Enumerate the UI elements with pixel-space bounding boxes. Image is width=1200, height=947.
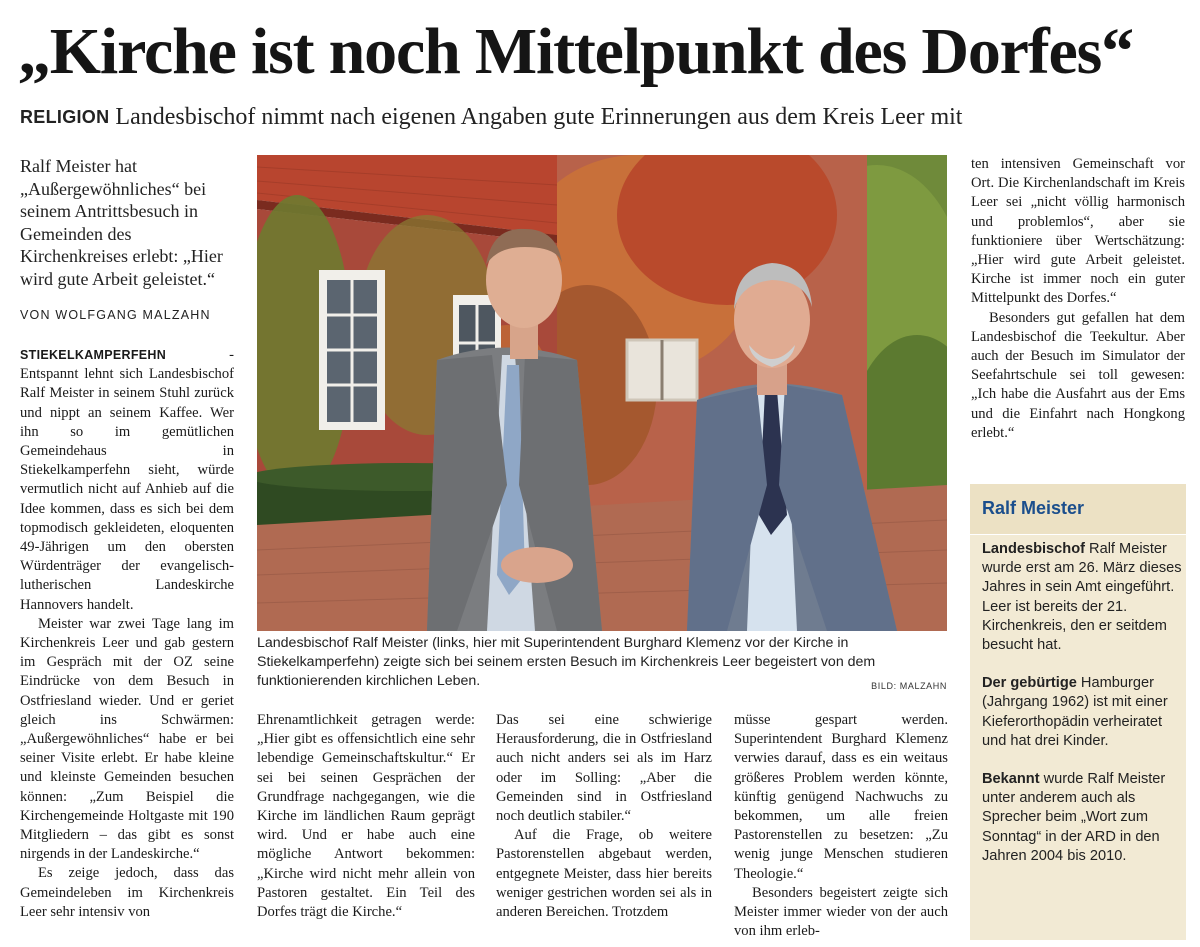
article-column-4 bbox=[734, 711, 948, 941]
subheadline bbox=[20, 101, 1190, 134]
paragraph: Besonders begeistert zeigte sich Meister immer wieder von der auch von ihm erleb- bbox=[734, 884, 948, 940]
info-item-text: wurde Ralf Meister unter anderem auch als Sprecher beim „Wort zum Sonntag“ in der ARD in den Jahren 2004 bis 2010. bbox=[982, 771, 1166, 864]
paragraph: Besonders gut gefallen hat dem Landesbischof die Teekultur. Aber auch der Besuch im Simulator der Seefahrtschule sei toll gewesen: „Ich habe die Ausfahrt aus der Ems und die Einfahrt nach Hongkong erlebt.“ bbox=[971, 309, 1185, 441]
info-item bbox=[982, 770, 1182, 866]
info-item-lead: Landesbischof bbox=[982, 541, 1085, 557]
paragraph: ten intensiven Gemeinschaft vor Ort. Die Kirchenlandschaft im Kreis Leer sei „nicht völlig harmonisch und problemlos“, aber sie funktioniere über Wertschätzung: „Hier wird gute Arbeit geleistet. Kirche ist immer noch ein guter Mittelpunkt des Dorfes.“ bbox=[971, 156, 1185, 307]
info-item-text: Hamburger (Jahrgang 1962) ist mit einer Kieferorthopädin verheiratet und hat drei Kinder. bbox=[982, 675, 1168, 749]
info-box bbox=[970, 484, 1186, 940]
info-item-lead: Bekannt bbox=[982, 771, 1040, 788]
info-item-lead: Der gebürtige bbox=[982, 675, 1077, 692]
photo-caption: Landesbischof Ralf Meister (links, hier mit Superintendent Burghard Klemenz vor der Kirche in Stiekelkamperfehn) zeigte sich bei seinem ersten Besuch im Kirchenkreis Leer begeistert von dem funktionierenden kirchlichen Leben. bbox=[257, 635, 876, 689]
paragraph: Auf die Frage, ob weitere Pastorenstellen abgebaut werden, entgegnete Meister, dass hier bereits weniger gestrichen worden sei als in anderen Bereichen. Trotzdem bbox=[496, 827, 712, 921]
paragraph: müsse gespart werden. Superintendent Burghard Klemenz verwies darauf, dass es ein weitaus größeres Problem werden könnte, künftig genügend Nachwuchs zu bekommen, um alle freien Pastorenstellen zu besetzen: „Zu wenig junge Menschen studieren Theologie.“ bbox=[734, 712, 948, 882]
article-column-2 bbox=[257, 711, 475, 922]
paragraph: STIEKELKAMPERFEHN - Entspannt lehnt sich Landesbischof Ralf Meister in seinem Stuhl zurück und nippt an seinem Kaffee. Wer ihn so im gemütlichen Gemeindehaus in Stiekelkamperfehn sieht, würde vermutlich nicht auf Anhieb auf die Idee kommen, dass es sich bei dem topmodisch gekleideten, eloquenten 49-Jährigen um den obersten Würdenträger der evangelisch-lutherischen Landeskirche Hannovers handelt. bbox=[20, 347, 234, 613]
paragraph: Es zeige jedoch, dass das Gemeindeleben im Kirchenkreis Leer sehr intensiv von bbox=[20, 865, 234, 920]
info-item bbox=[982, 674, 1182, 751]
subheadline-text: Landesbischof nimmt nach eigenen Angaben gute Erinnerungen aus dem Kreis Leer mit bbox=[115, 104, 963, 130]
info-box-header bbox=[970, 484, 1186, 535]
article-column-1 bbox=[20, 346, 234, 922]
info-box-title: Ralf Meister bbox=[982, 498, 1085, 518]
paragraph: Das sei eine schwierige Herausforderung, die in Ostfriesland auch nicht anders sei als im Harz oder im Solling: „Aber die Gemeinden sind in Ostfriesland noch deutlich stabiler.“ bbox=[496, 712, 712, 825]
headline: „Kirche ist noch Mittelpunkt des Dorfes“ bbox=[18, 15, 1133, 88]
dateline: STIEKELKAMPERFEHN bbox=[20, 348, 167, 362]
photo-credit: BILD: MALZAHN bbox=[871, 681, 947, 691]
section-kicker: RELIGION bbox=[20, 107, 110, 127]
info-item bbox=[982, 540, 1182, 655]
photo-illustration bbox=[257, 155, 947, 631]
article-column-3 bbox=[496, 711, 712, 922]
article-photo bbox=[257, 155, 947, 631]
paragraph: Ehrenamtlichkeit getragen werde: „Hier gibt es offensichtlich eine sehr lebendige Gemeinschaftskultur.“ Er sei bei seinen Gesprächen der Grundfrage nachgegangen, wie die Kirche im ländlichen Raum geprägt wird. Und er habe auch eine mögliche Antwort bekommen: „Kirche wird nicht mehr allein von Pastoren gestaltet. Ein Teil des Dorfes trägt die Kirche.“ bbox=[257, 712, 475, 921]
info-item-text: Ralf Meister wurde erst am 26. März dieses Jahres in sein Amt eingeführt. Leer ist bereits der 21. Kirchenkreis, den er seitdem besucht hat. bbox=[982, 541, 1182, 654]
article-column-5 bbox=[971, 155, 1185, 443]
intro-paragraph: Ralf Meister hat „Außergewöhnliches“ bei seinem Antrittsbesuch in Gemeinden des Kirchenkreises erlebt: „Hier wird gute Arbeit geleistet.“ bbox=[20, 156, 223, 289]
byline: VON WOLFGANG MALZAHN bbox=[20, 308, 211, 322]
info-box-body bbox=[982, 540, 1182, 885]
paragraph: Meister war zwei Tage lang im Kirchenkreis Leer und gab gestern im Gespräch mit der OZ seine Eindrücke von dem Besuch in Ostfriesland wieder. Und er geriet gleich ins Schwärmen: „Außergewöhnliches“ habe er bei seiner Visite erlebt. Er habe kleine und kleinste Gemeinden besuchen können: „Zum Beispiel die Kirchengemeinde Holtgaste mit 190 Mitgliedern – das gibt es sonst nirgends in der Landeskirche.“ bbox=[20, 615, 234, 863]
